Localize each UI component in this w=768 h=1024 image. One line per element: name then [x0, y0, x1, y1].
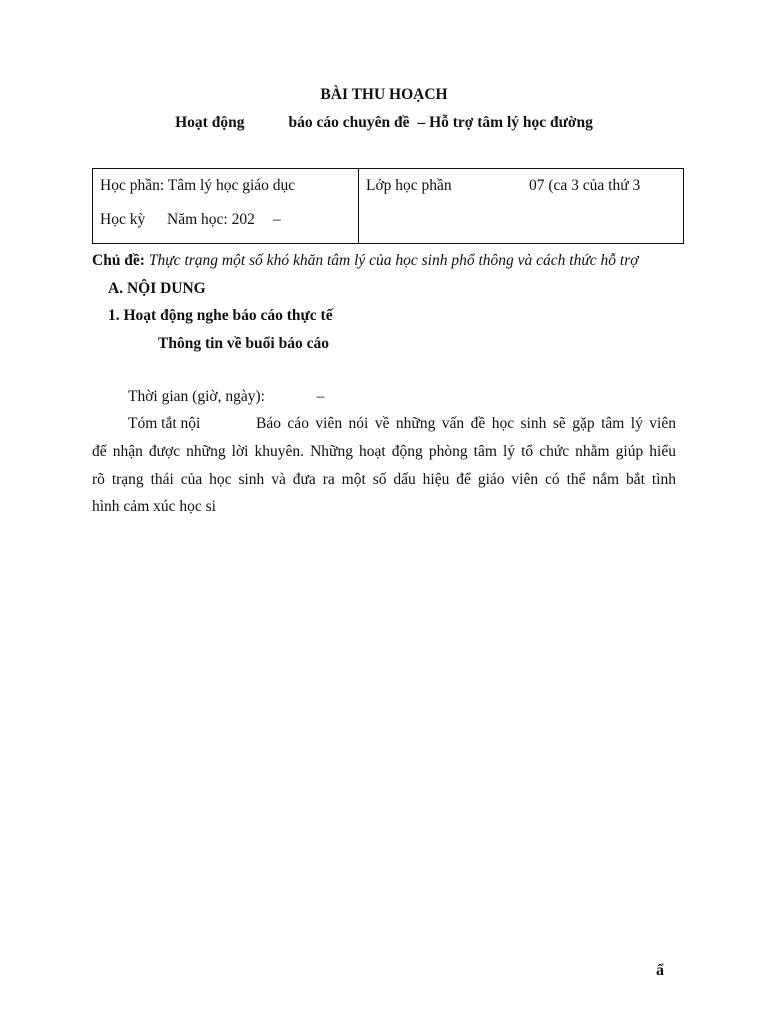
- table-divider: [358, 169, 359, 243]
- summary-line-3: rõ trạng thái của học sinh và đưa ra một số dấu hiệu để giáo viên có thể nắm bắt tình: [92, 471, 676, 488]
- class-value: 07 (ca 3 của thứ 3: [529, 177, 641, 194]
- time-dash: –: [316, 388, 325, 405]
- page-footer-mark: ẩ: [656, 962, 664, 979]
- semester-label: Học kỳ: [100, 211, 146, 228]
- topic-text: Thực trạng một số khó khăn tâm lý của học sinh phổ thông và cách thức hỗ trợ: [148, 252, 639, 269]
- class-label: Lớp học phần: [366, 177, 452, 194]
- summary-line-2: để nhận được những lời khuyên. Những hoạt động phòng tâm lý tổ chức nhằm giúp hiểu: [92, 443, 676, 460]
- document-subtitle: [0, 114, 768, 132]
- subsection-heading: Thông tin về buổi báo cáo: [158, 335, 329, 352]
- subtitle-topic: – Hỗ trợ tâm lý học đường: [417, 114, 593, 131]
- document-title: BÀI THU HOẠCH: [320, 86, 448, 103]
- course-label: Học phần: Tâm lý học giáo dục: [100, 177, 296, 194]
- time-line: [128, 388, 324, 406]
- year-label: Năm học: 202: [167, 211, 255, 228]
- summary-line-1: Báo cáo viên nói về những vấn đề học sinh sẽ gặp tâm lý viên: [256, 415, 676, 432]
- time-label: Thời gian (giờ, ngày):: [128, 388, 265, 405]
- section-a-heading: A. NỘI DUNG: [108, 280, 206, 297]
- section-1-heading: 1. Hoạt động nghe báo cáo thực tế: [108, 307, 333, 324]
- summary-label: Tóm tắt nội: [128, 415, 201, 432]
- subtitle-activity: Hoạt động: [175, 114, 245, 131]
- info-table: [92, 168, 684, 244]
- subtitle-report: báo cáo chuyên đề: [288, 114, 410, 131]
- topic-label: Chủ đề:: [92, 252, 145, 269]
- topic-line: [92, 252, 639, 270]
- summary-line-4: hình cảm xúc học si: [92, 498, 216, 515]
- year-dash: –: [273, 211, 281, 228]
